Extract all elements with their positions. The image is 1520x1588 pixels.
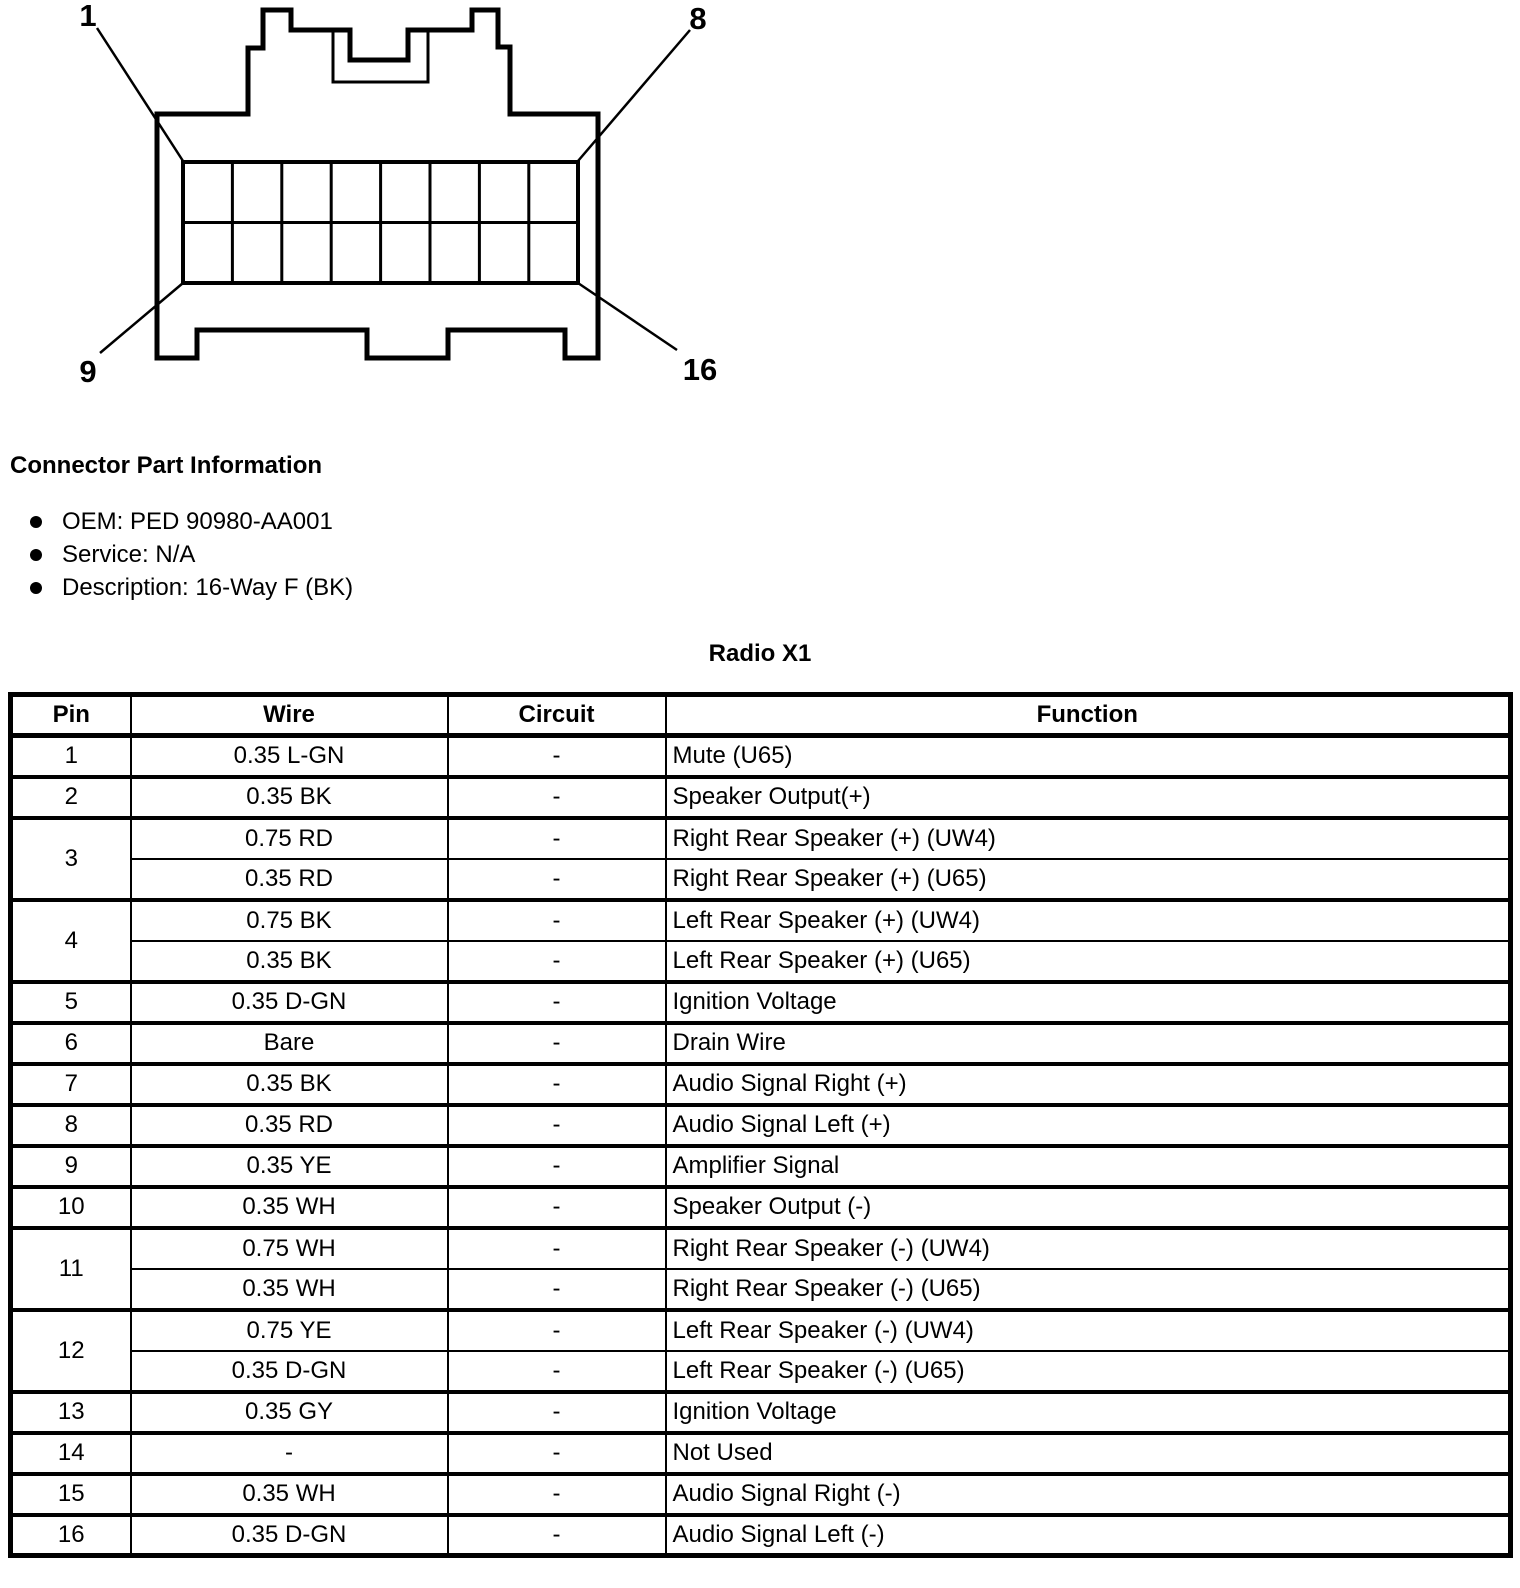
- table-row: [11, 859, 1511, 900]
- table-row: [11, 1105, 1511, 1146]
- leader-line-pin9: [100, 283, 183, 353]
- pin-cell: 5: [11, 982, 131, 1023]
- function-cell: Speaker Output(+): [666, 777, 1511, 818]
- wire-cell: 0.35 BK: [131, 1064, 448, 1105]
- list-item: [30, 541, 353, 574]
- function-cell: Right Rear Speaker (-) (UW4): [666, 1228, 1511, 1269]
- pin-cell: 1: [11, 736, 131, 777]
- wire-cell: 0.35 D-GN: [131, 982, 448, 1023]
- wire-cell: 0.35 WH: [131, 1269, 448, 1310]
- wire-cell: 0.35 YE: [131, 1146, 448, 1187]
- circuit-cell: -: [448, 818, 666, 859]
- wire-cell: 0.75 WH: [131, 1228, 448, 1269]
- pin-cell: 14: [11, 1433, 131, 1474]
- part-info-oem: OEM: PED 90980-AA001: [62, 508, 333, 535]
- leader-line-pin1: [97, 28, 183, 161]
- circuit-cell: -: [448, 1351, 666, 1392]
- table-row: [11, 777, 1511, 818]
- table-row: [11, 736, 1511, 777]
- circuit-cell: -: [448, 736, 666, 777]
- table-title: Radio X1: [708, 640, 812, 667]
- function-cell: Audio Signal Left (+): [666, 1105, 1511, 1146]
- circuit-cell: -: [448, 1228, 666, 1269]
- circuit-cell: -: [448, 941, 666, 982]
- table-row: [11, 1515, 1511, 1556]
- function-cell: Ignition Voltage: [666, 1392, 1511, 1433]
- connector-inner-notch: [333, 30, 428, 82]
- table-row: [11, 1474, 1511, 1515]
- table-row: [11, 818, 1511, 859]
- wire-cell: 0.35 BK: [131, 941, 448, 982]
- pin-grid-lines: [183, 162, 578, 283]
- bullet-icon: [30, 516, 42, 528]
- circuit-cell: -: [448, 1433, 666, 1474]
- wire-cell: Bare: [131, 1023, 448, 1064]
- function-cell: Left Rear Speaker (-) (U65): [666, 1351, 1511, 1392]
- circuit-cell: -: [448, 859, 666, 900]
- table-row: [11, 1187, 1511, 1228]
- wire-cell: 0.75 RD: [131, 818, 448, 859]
- function-cell: Audio Signal Right (-): [666, 1474, 1511, 1515]
- wire-cell: 0.35 D-GN: [131, 1515, 448, 1556]
- wire-cell: 0.35 WH: [131, 1187, 448, 1228]
- part-info-description: Description: 16-Way F (BK): [62, 574, 354, 601]
- bullet-icon: [30, 549, 42, 561]
- table-row: [11, 941, 1511, 982]
- circuit-cell: -: [448, 1105, 666, 1146]
- pinout-table: [8, 692, 1513, 1558]
- table-row: [11, 1269, 1511, 1310]
- table-row: [11, 1392, 1511, 1433]
- pin-label-8: 8: [689, 1, 707, 36]
- pin-cell: 6: [11, 1023, 131, 1064]
- pin-cell: 8: [11, 1105, 131, 1146]
- table-row: [11, 1023, 1511, 1064]
- circuit-cell: -: [448, 900, 666, 941]
- function-cell: Speaker Output (-): [666, 1187, 1511, 1228]
- table-row: [11, 1146, 1511, 1187]
- pin-label-1: 1: [79, 0, 97, 33]
- circuit-cell: -: [448, 1515, 666, 1556]
- wire-cell: 0.35 RD: [131, 859, 448, 900]
- pin-cell: 10: [11, 1187, 131, 1228]
- part-info-list: [30, 508, 353, 607]
- function-cell: Ignition Voltage: [666, 982, 1511, 1023]
- function-cell: Not Used: [666, 1433, 1511, 1474]
- circuit-cell: -: [448, 1187, 666, 1228]
- circuit-cell: -: [448, 1474, 666, 1515]
- wire-cell: 0.75 BK: [131, 900, 448, 941]
- part-info-service: Service: N/A: [62, 541, 196, 568]
- pin-cell: 13: [11, 1392, 131, 1433]
- function-cell: Amplifier Signal: [666, 1146, 1511, 1187]
- circuit-cell: -: [448, 1310, 666, 1351]
- circuit-cell: -: [448, 1392, 666, 1433]
- pin-cell: 4: [11, 900, 131, 982]
- col-header-pin: Pin: [11, 695, 131, 736]
- circuit-cell: -: [448, 1146, 666, 1187]
- function-cell: Left Rear Speaker (+) (U65): [666, 941, 1511, 982]
- table-row: [11, 900, 1511, 941]
- wire-cell: 0.75 YE: [131, 1310, 448, 1351]
- pin-cell: 16: [11, 1515, 131, 1556]
- table-row: [11, 982, 1511, 1023]
- circuit-cell: -: [448, 982, 666, 1023]
- function-cell: Drain Wire: [666, 1023, 1511, 1064]
- pin-cell: 12: [11, 1310, 131, 1392]
- pin-cell: 2: [11, 777, 131, 818]
- table-row: [11, 1064, 1511, 1105]
- part-info-heading: Connector Part Information: [10, 452, 323, 479]
- header-row: [11, 695, 1511, 736]
- list-item: [30, 508, 353, 541]
- circuit-cell: -: [448, 1023, 666, 1064]
- col-header-function: Function: [666, 695, 1511, 736]
- pin-cell: 3: [11, 818, 131, 900]
- wire-cell: 0.35 BK: [131, 777, 448, 818]
- connector-outline: [157, 10, 598, 358]
- wire-cell: 0.35 L-GN: [131, 736, 448, 777]
- function-cell: Audio Signal Left (-): [666, 1515, 1511, 1556]
- wire-cell: 0.35 GY: [131, 1392, 448, 1433]
- bullet-icon: [30, 582, 42, 594]
- leader-line-pin8: [578, 30, 690, 161]
- connector-diagram: [0, 0, 760, 400]
- pin-cell: 7: [11, 1064, 131, 1105]
- circuit-cell: -: [448, 777, 666, 818]
- function-cell: Right Rear Speaker (-) (U65): [666, 1269, 1511, 1310]
- function-cell: Mute (U65): [666, 736, 1511, 777]
- pin-cell: 9: [11, 1146, 131, 1187]
- function-cell: Right Rear Speaker (+) (UW4): [666, 818, 1511, 859]
- function-cell: Right Rear Speaker (+) (U65): [666, 859, 1511, 900]
- wire-cell: 0.35 WH: [131, 1474, 448, 1515]
- circuit-cell: -: [448, 1269, 666, 1310]
- list-item: [30, 574, 353, 607]
- pin-label-9: 9: [79, 354, 97, 389]
- col-header-wire: Wire: [131, 695, 448, 736]
- table-row: [11, 1351, 1511, 1392]
- pin-cell: 11: [11, 1228, 131, 1310]
- wire-cell: -: [131, 1433, 448, 1474]
- function-cell: Left Rear Speaker (+) (UW4): [666, 900, 1511, 941]
- function-cell: Left Rear Speaker (-) (UW4): [666, 1310, 1511, 1351]
- leader-line-pin16: [578, 283, 677, 350]
- table-row: [11, 1310, 1511, 1351]
- pin-cell: 15: [11, 1474, 131, 1515]
- table-row: [11, 1228, 1511, 1269]
- circuit-cell: -: [448, 1064, 666, 1105]
- wire-cell: 0.35 D-GN: [131, 1351, 448, 1392]
- col-header-circuit: Circuit: [448, 695, 666, 736]
- pin-label-16: 16: [682, 352, 718, 387]
- wire-cell: 0.35 RD: [131, 1105, 448, 1146]
- table-row: [11, 1433, 1511, 1474]
- function-cell: Audio Signal Right (+): [666, 1064, 1511, 1105]
